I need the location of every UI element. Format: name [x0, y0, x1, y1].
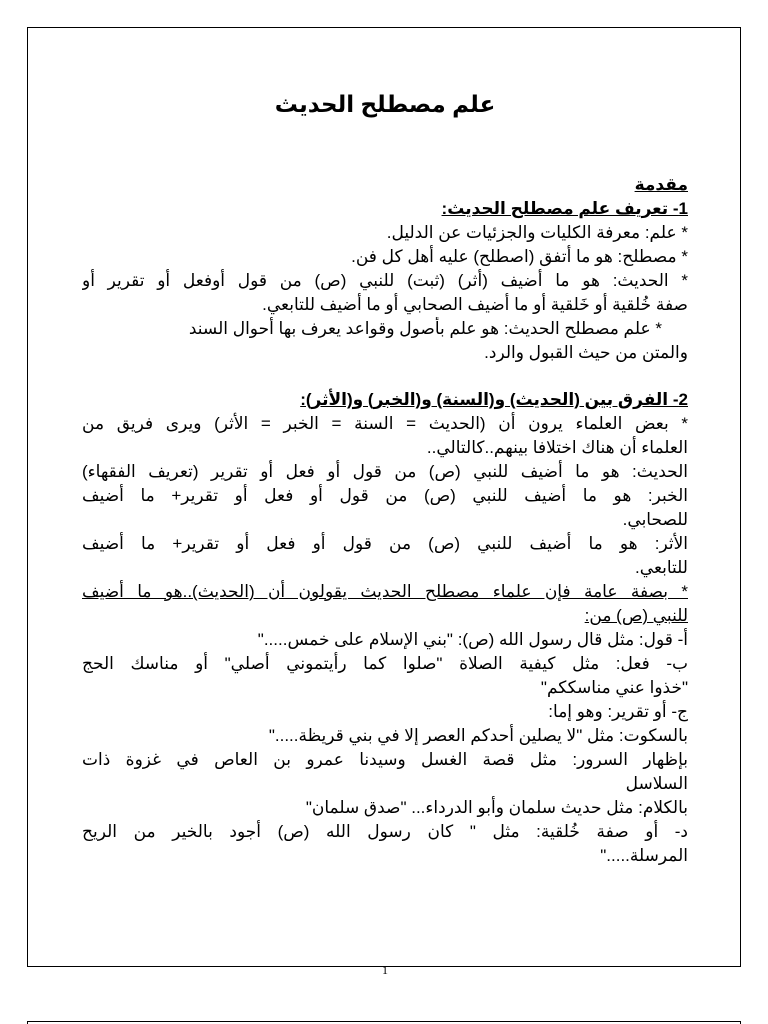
section2-line: ب- فعل: مثل كيفية الصلاة "صلوا كما رأيتموني أصلي" أو مناسك الحج: [82, 654, 688, 673]
section2-line: بإظهار السرور: مثل قصة الغسل وسيدنا عمرو بن العاص في غزوة ذات: [82, 750, 688, 769]
section2-heading: 2- الفرق بين (الحديث) و(السنة) و(الخبر) و(الأثر):: [300, 390, 688, 409]
section2-line: بالكلام: مثل حديث سلمان وأبو الدرداء... "صدق سلمان": [305, 798, 688, 817]
section2-line: للنبي (ص) من:: [584, 606, 688, 625]
section2-line: الخبر: هو ما أضيف للنبي (ص) من قول أو فعل أو تقرير+ ما أضيف: [82, 486, 688, 505]
section2-line: العلماء أن هناك اختلافا بينهم..كالتالي..: [426, 438, 688, 457]
section2-line: للتابعي.: [635, 558, 688, 577]
document-page: [27, 27, 741, 977]
section2-line: د- أو صفة خُلقية: مثل " كان رسول الله (ص) أجود بالخير من الريح: [82, 822, 688, 841]
section2-line: "خذوا عني مناسككم": [540, 678, 688, 697]
section2-line: بالسكوت: مثل "لا يصلين أحدكم العصر إلا في بني قريظة.....": [268, 726, 688, 745]
page-title: علم مصطلح الحديث: [274, 91, 496, 117]
section2-line: * بعض العلماء يرون أن (الحديث = السنة = الخبر = الأثر) ويرى فريق من: [82, 414, 688, 433]
section2-line: المرسلة.....": [600, 846, 688, 865]
section2-line: * بصفة عامة فإن علماء مصطلح الحديث يقولون أن (الحديث)..هو ما أضيف: [82, 582, 688, 601]
section1-line: والمتن من حيث القبول والرد.: [484, 343, 688, 362]
section2-line: الأثر: هو ما أضيف للنبي (ص) من قول أو فعل أو تقرير+ ما أضيف: [82, 534, 688, 553]
section2-line: السلاسل: [625, 774, 688, 793]
section1-heading: 1- تعريف علم مصطلح الحديث:: [441, 199, 688, 218]
section2-line: الحديث: هو ما أضيف للنبي (ص) من قول أو فعل أو تقرير (تعريف الفقهاء): [82, 462, 688, 481]
section2-line: أ- قول: مثل قال رسول الله (ص): "بني الإسلام على خمس.....": [257, 630, 688, 649]
section1-line: * الحديث: هو ما أضيف (أثر) (ثبت) للنبي (ص) من قول أوفعل أو تقرير أو: [82, 271, 688, 290]
section1-line: * علم: معرفة الكليات والجزئيات عن الدليل.: [386, 223, 688, 242]
section1-line: * مصطلح: هو ما أتفق (اصطلح) عليه أهل كل فن.: [351, 247, 688, 266]
section1-line: صفة خُلقية أو خَلقية أو ما أضيف الصحابي أو ما أضيف للتابعي.: [262, 295, 688, 314]
page-number: 1: [382, 963, 388, 977]
section2-line: للصحابي.: [622, 510, 688, 529]
section1-line: * علم مصطلح الحديث: هو علم بأصول وقواعد يعرف بها أحوال السند: [188, 319, 662, 338]
intro-heading: مقدمة: [634, 175, 688, 194]
section2-line: ج- أو تقرير: وهو إما:: [548, 702, 688, 721]
